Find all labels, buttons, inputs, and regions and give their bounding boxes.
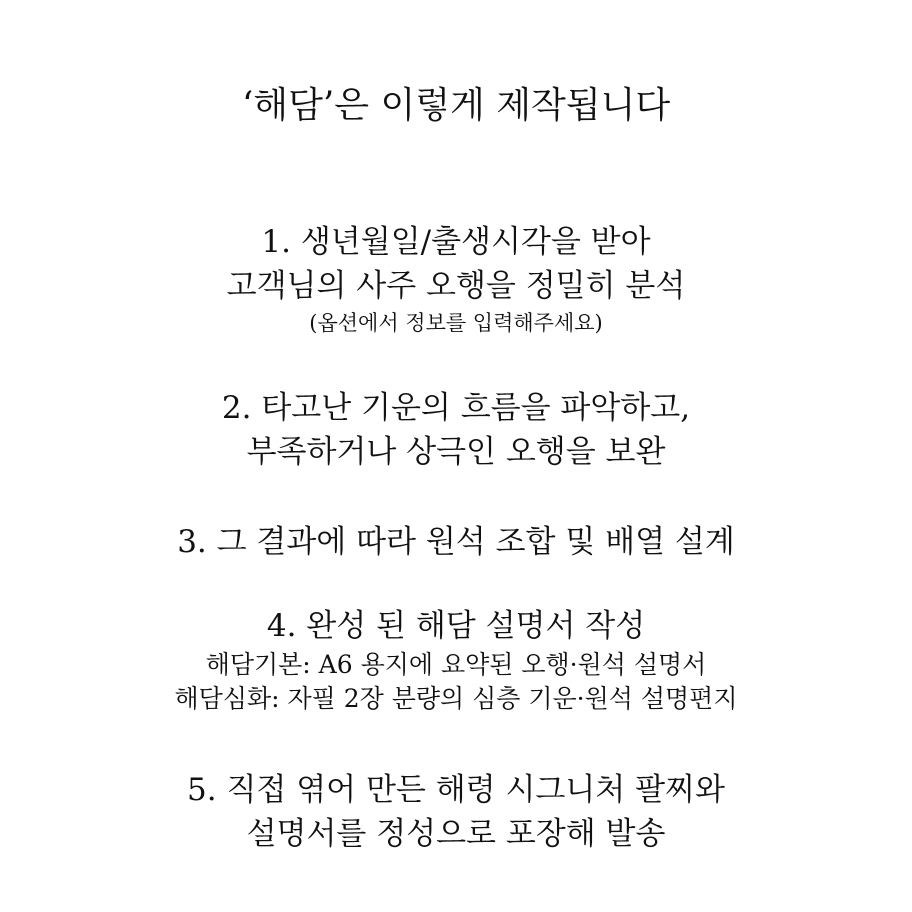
step-4 [0,604,912,716]
page-title: ‘해담’은 이렇게 제작됩니다 [241,85,671,126]
step-1-line-2: 고객님의 사주 오행을 정밀히 분석 [226,268,686,304]
step-5 [0,768,912,856]
step-1-note: (옵션에서 정보를 입력해주세요) [309,311,603,335]
step-3-line-1: 3. 그 결과에 따라 원석 조합 및 배열 설계 [177,524,735,560]
step-2 [0,386,912,474]
step-1 [0,220,912,338]
step-2-line-1: 2. 타고난 기운의 흐름을 파악하고, [221,390,691,426]
step-3 [0,520,912,564]
step-4-note-basic: 해담기본: A6 용지에 요약된 오행·원석 설명서 [205,650,707,679]
step-5-line-1: 5. 직접 엮어 만든 해령 시그니처 팔찌와 [187,772,725,808]
step-4-note-advanced: 해담심화: 자필 2장 분량의 심층 기운·원석 설명편지 [174,684,738,713]
step-4-line-1: 4. 완성 된 해담 설명서 작성 [266,608,646,644]
step-5-line-2: 설명서를 정성으로 포장해 발송 [246,816,666,852]
step-2-line-2: 부족하거나 상극인 오행을 보완 [246,434,666,470]
step-1-line-1: 1. 생년월일/출생시각을 받아 [261,224,651,260]
